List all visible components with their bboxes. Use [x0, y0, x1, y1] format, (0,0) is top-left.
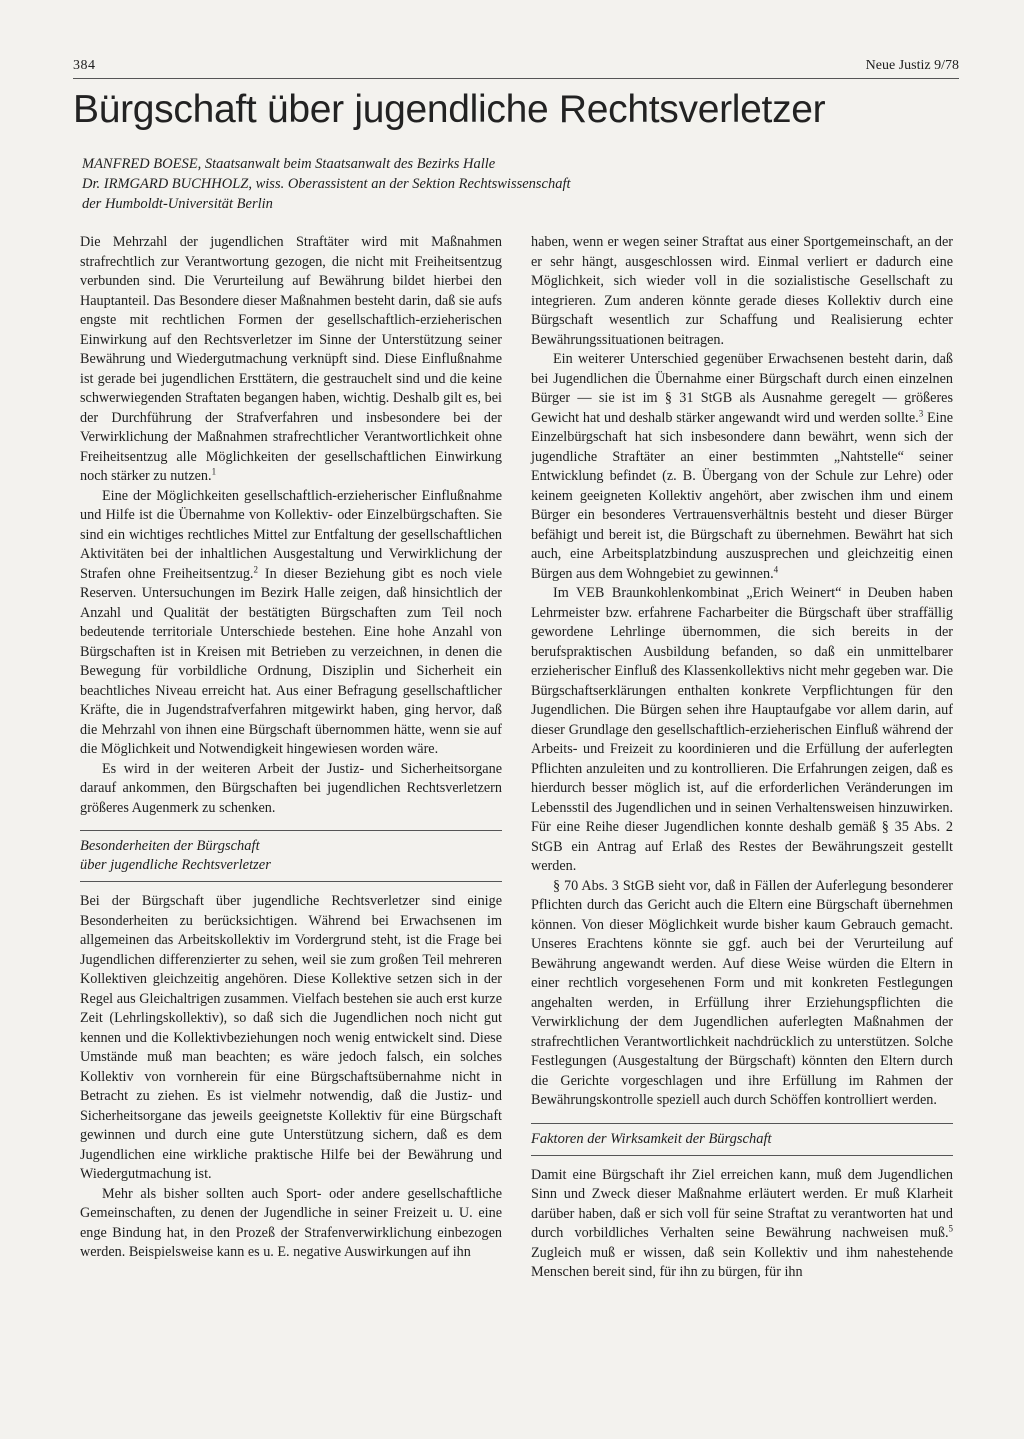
authors-block [82, 154, 571, 214]
author-line-3: der Humboldt-Universität Berlin [82, 196, 273, 212]
journal-name: Neue Justiz 9/78 [865, 58, 959, 73]
footnote-ref: 3 [918, 407, 924, 418]
section-heading [80, 830, 502, 882]
paragraph: Bei der Bürgschaft über jugendliche Rechtsverletzer sind einige Besonderheiten zu berücksichtigen. Während bei Erwachsenen im allgemeinen das Arbeitskollektiv im Vordergrund steht, ist die Frage bei Jugendlichen differenzierter zu sehen, weil sie zum großen Teil mehreren Kollektiven gleichzeitig angehören. Diese Kollektive setzen sich in der Regel aus Gleichaltrigen zusammen. Vielfach bestehen sie auch erst kurze Zeit (Lehrlingskollektiv), so daß sich die Jugendlichen noch nicht gut kennen und die Kollektivbeziehungen noch wenig entwickelt sind. Diese Umstände muß man beachten; es wäre jedoch falsch, ein solches Kollektiv von vornherein für eine Bürgschaftsübernahme nicht in Betracht zu ziehen. Es ist vielmehr notwendig, daß die Justiz- und Sicherheitsorgane das jeweils geeignetste Kollektiv für eine Bürgschaft gewinnen und durch eine gute Unterstützung sichern, daß es dem Jugendlichen eine wirkliche praktische Hilfe bei der Bewährung und Wiedergutmachung ist. [80, 893, 502, 1182]
left-column [80, 233, 502, 1263]
paragraph: Im VEB Braunkohlenkombinat „Erich Weinert“ in Deuben haben Lehrmeister bzw. erfahrene Facharbeiter die Bürgschaft über straffällig gewordene Lehrlinge übernommen, die sich bereits in der berufspraktischen Ausbildung befanden, so daß ein unmittelbarer erzieherischer Einfluß des Klassenkollektivs nicht mehr gegeben war. Die Bürgschaftserklärungen enthalten konkrete Verpflichtungen für den Jugendlichen. Die Bürgen sehen ihre Hauptaufgabe vor allem darin, auf dieser Grundlage den gesellschaftlich-erzieherischen Einfluß während der Arbeits- und Freizeit zu koordinieren und die Erfüllung der auferlegten Pflichten anzuleiten und zu kontrollieren. Die Erfahrungen zeigen, daß es hierdurch besser möglich ist, auf die erforderlichen Veränderungen im Lebensstil des Jugendlichen und in seinen Verhaltensweisen hinzuwirken. Für eine Reihe dieser Jugendlichen konnte deshalb gemäß § 35 Abs. 2 StGB ein Antrag auf Erlaß des Restes der Bewährungszeit gestellt werden. [531, 585, 953, 874]
paragraph: Eine der Möglichkeiten gesellschaftlich-erzieherischer Einflußnahme und Hilfe ist die Übernahme von Kollektiv- oder Einzelbürgschaften. Sie sind ein wichtiges rechtliches Mittel zur Entfaltung der gesellschaftlichen Aktivitäten bei der inhaltlichen Ausgestaltung und Verwirklichung der Strafen ohne Freiheitsentzug.$^2$ In dieser Beziehung gibt es noch viele Reserven. Untersuchungen im Bezirk Halle zeigen, daß hinsichtlich der Anzahl und Qualität der bestätigten Bürgschaften zum Teil noch bedeutende territoriale Unterschiede bestehen. Eine hohe Anzahl von Bürgschaften ist in Kreisen mit Betrieben zu verzeichnen, in denen die Bewegung für vorbildliche Ordnung, Disziplin und Sicherheit ein beachtliches Niveau erreicht hat. Aus einer Befragung gesellschaftlicher Kräfte, die in Jugendstrafverfahren mitgewirkt haben, ging hervor, daß die Mehrzahl von ihnen eine Bürgschaft übernommen hätte, wenn sie auf die Möglichkeit und Notwendigkeit hingewiesen worden wäre. [80, 487, 503, 757]
footnote-ref: 1 [211, 466, 217, 477]
paragraph: Die Mehrzahl der jugendlichen Straftäter wird mit Maßnahmen strafrechtlich zur Verantwortung gezogen, die nicht mit Freiheitsentzug verbunden sind. Die Verurteilung auf Bewährung bildet hierbei den Hauptanteil. Das Besondere dieser Maßnahmen besteht darin, daß sie aufs engste mit rechtlichen Formen der gesellschaftlich-erzieherischen Einwirkung auf den Rechtsverletzer im Sinne der Unterstützung seiner Bewährung und Wiedergutmachung verknüpft sind. Diese Einflußnahme ist gerade bei jugendlichen Ersttätern, die gestrauchelt sind und die keine schwerwiegenden Straftaten begangen haben, wichtig. Deshalb gilt es, bei der Durchführung der Strafverfahren und insbesondere bei der Verwirklichung der Maßnahmen strafrechtlicher Verantwortlichkeit ohne Freiheitsentzug alle Möglichkeiten der gesellschaftlichen Einwirkung noch stärker zu nutzen.$^1$ [80, 234, 502, 484]
paragraph: Mehr als bisher sollten auch Sport- oder andere gesellschaftliche Gemeinschaften, zu denen der Jugendliche in seiner Freizeit u. U. eine enge Bindung hat, in den Prozeß der Strafenverwirklichung einbezogen werden. Beispielsweise kann es u. E. negative Auswirkungen auf ihn [80, 1185, 502, 1260]
footnote-ref: 5 [948, 1223, 953, 1234]
section-heading [531, 1123, 953, 1156]
header-rule [73, 78, 959, 79]
paragraph: § 70 Abs. 3 StGB sieht vor, daß in Fällen der Auferlegung besonderer Pflichten durch das Gericht auch die Eltern eine Bürgschaft übernehmen können. Von dieser Möglichkeit wurde bisher kaum Gebrauch gemacht. Unseres Erachtens könnte sie ggf. auch bei der Verurteilung auf Bewährung angewandt werden. Auf diese Weise würden die Eltern in einer rechtlich vorgesehenen Form und mit konkreten Festlegungen angehalten werden, in Erfüllung ihrer Erziehungspflichten die Verwirklichung der dem Jugendlichen auferlegten Maßnahmen der strafrechtlichen Verantwortlichkeit nachdrücklich zu unterstützen. Solche Festlegungen (Ausgestaltung der Bürgschaft) könnten den Eltern durch die Gerichte vorgeschlagen und ihre Erfüllung im Rahmen der Bewährungskontrolle speziell auch durch Schöffen kontrolliert werden. [531, 877, 953, 1108]
footnote-ref: 4 [773, 563, 779, 574]
section-heading-line: Faktoren der Wirksamkeit der Bürgschaft [531, 1130, 772, 1147]
page-number: 384 [73, 58, 96, 73]
paragraph: Es wird in der weiteren Arbeit der Justiz- und Sicherheitsorgane darauf ankommen, den Bürgschaften bei jugendlichen Rechtsverletzern größeres Augenmerk zu schenken. [80, 760, 502, 816]
section-heading-line: über jugendliche Rechtsverletzer [80, 857, 271, 873]
paragraph: haben, wenn er wegen seiner Straftat aus einer Sportgemeinschaft, an der er sehr hängt, ausgeschlossen wird. Einmal verliert er dadurch eine Möglichkeit, sich wieder voll in die sozialistische Gesellschaft zu integrieren. Zum anderen könnte gerade dieses Kollektiv durch eine Bürgschaft wesentlich zur Schaffung und Realisierung echter Bewährungssituationen beitragen. [531, 234, 953, 348]
right-column [531, 233, 953, 1283]
author-line-2: Dr. IRMGARD BUCHHOLZ, wiss. Oberassistent an der Sektion Rechtswissenschaft [82, 176, 571, 192]
paragraph: Ein weiterer Unterschied gegenüber Erwachsenen besteht darin, daß bei Jugendlichen die Übernahme einer Bürgschaft durch einen einzelnen Bürger — sie ist im § 31 StGB als Ausnahme geregelt — größeres Gewicht hat und deshalb stärker angewandt wird und werden sollte.$^3$ Eine Einzelbürgschaft hat sich insbesondere dann bewährt, wenn sich der jugendliche Straftäter an einer bestimmten „Nahtstelle“ seiner Entwicklung befindet (z. B. Übergang von der Schule zur Lehre) oder keinem geeigneten Kollektiv angehört, aber zwischen ihm und einem Bürger ein besonderes Vertrauensverhältnis besteht und dieser Bürger befähigt und bereit ist, die Bürgschaft zu übernehmen. Bewährt hat sich auch, eine Arbeitsplatzbindung auszusprechen und gleichzeitig einen Bürgen aus dem Wohngebiet zu gewinnen.$^4$ [531, 351, 953, 582]
section-heading-line: Besonderheiten der Bürgschaft [80, 838, 260, 854]
article-title: Bürgschaft über jugendliche Rechtsverletzer [73, 88, 826, 131]
author-line-1: MANFRED BOESE, Staatsanwalt beim Staatsanwalt des Bezirks Halle [82, 156, 496, 172]
footnote-ref: 2 [253, 563, 258, 574]
paragraph: Damit eine Bürgschaft ihr Ziel erreichen kann, muß dem Jugendlichen Sinn und Zweck dieser Maßnahme erläutert werden. Er muß Klarheit darüber haben, daß er sich voll für seine Straftat zu verantworten hat und durch vorbildliches Verhalten seine Bewährung nachweisen muß.$^5$ Zugleich muß er wissen, daß sein Kollektiv und ihm nahestehende Menschen bereit sind, für ihn zu bürgen, für ihn [531, 1166, 953, 1280]
